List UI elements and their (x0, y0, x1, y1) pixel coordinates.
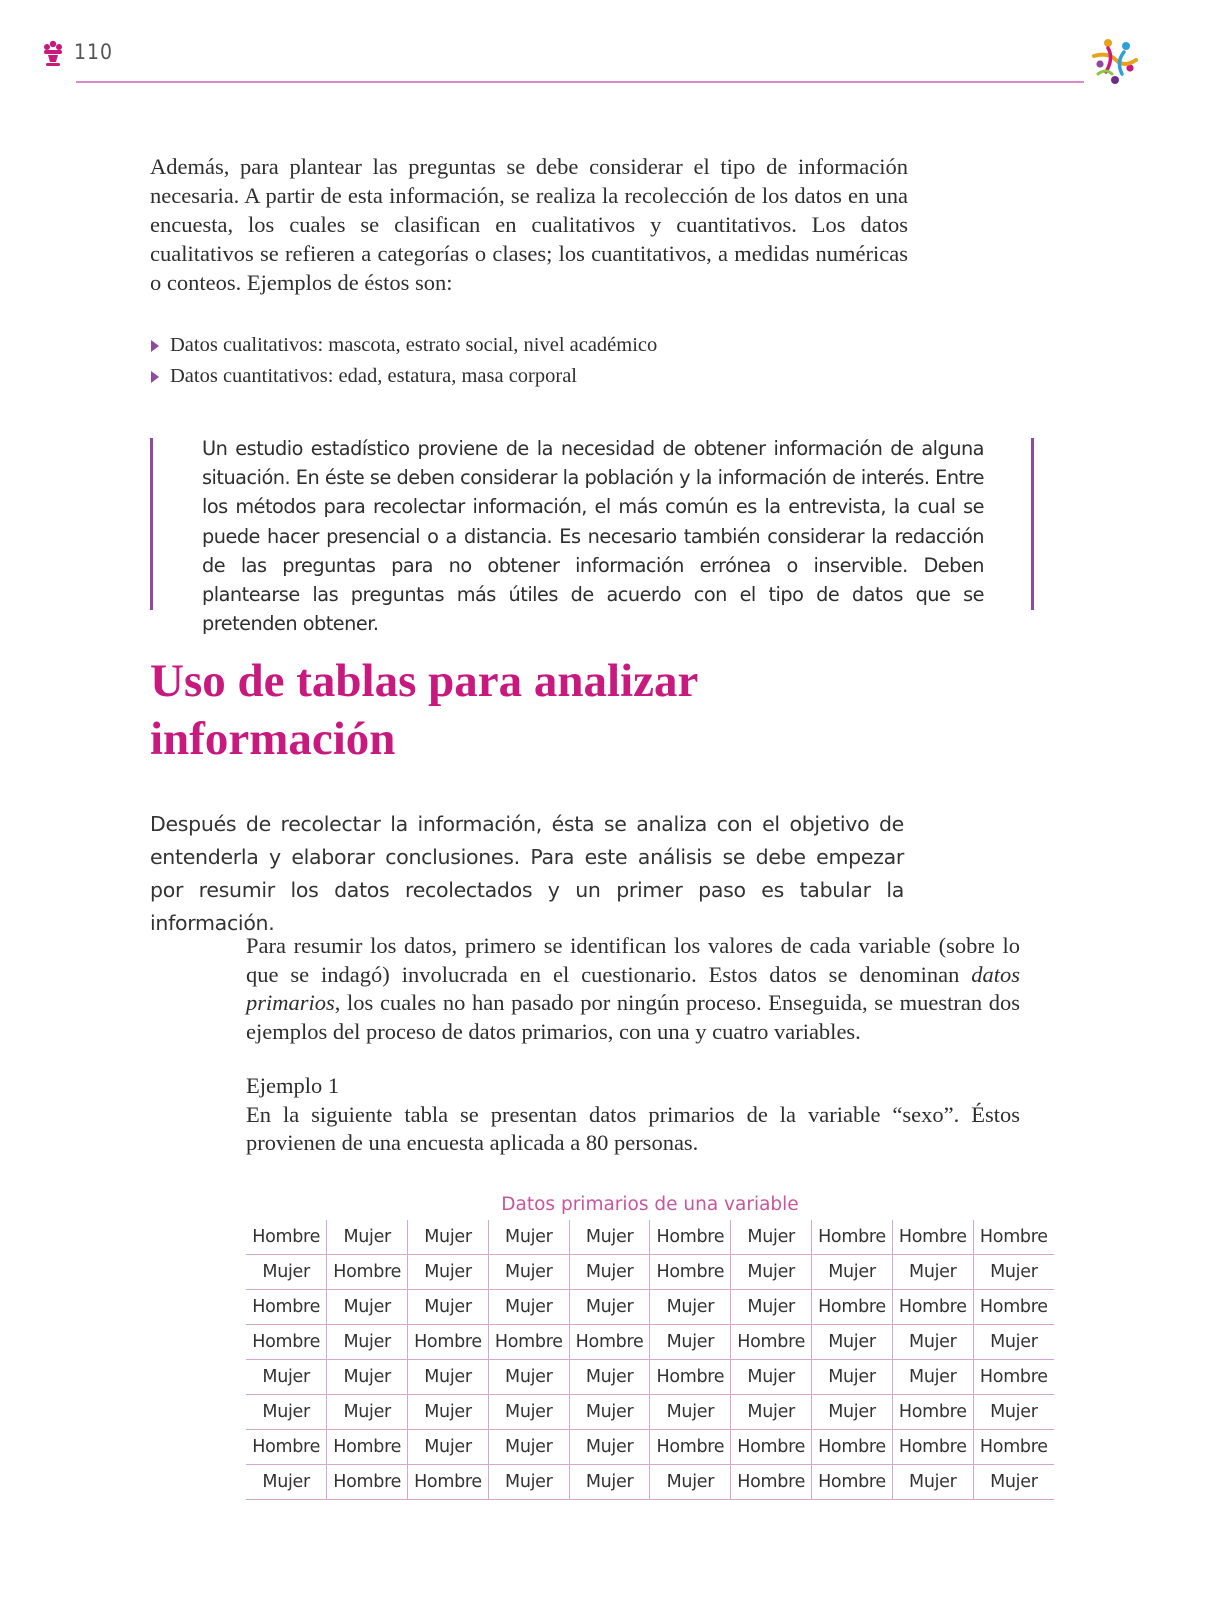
info-box-right-bar (1031, 438, 1034, 610)
triangle-bullet-icon (151, 371, 159, 383)
table-row (246, 1395, 1054, 1430)
info-box-text: Un estudio estadístico proviene de la necesidad de obtener información de alguna situación. En éste se deben considerar la población y la información de interés. Entre los métodos para recolectar información, el más común es la entrevista, la cual se puede hacer presencial o a distancia. Es necesario también considerar la redacción de las preguntas para no obtener información errónea o inservible. Deben plantearse las preguntas más útiles de acuerdo con el tipo de datos que se pretenden obtener. (202, 437, 984, 636)
table-cell: Mujer (327, 1290, 408, 1325)
table-cell: Mujer (246, 1360, 327, 1395)
summary-term-datos-primarios: datos primarios (246, 961, 1020, 1015)
data-type-bullet-list (150, 330, 657, 392)
table-cell: Mujer (408, 1220, 489, 1255)
intro-paragraph: Además, para plantear las preguntas se debe considerar el tipo de información necesaria. A partir de esta información, se realiza la recolección de los datos en una encuesta, los cuales se clasifican en cualitativos y cuantitativos. Los datos cualitativos se refieren a categorías o clases; los cuantitativos, a medidas numéricas o conteos. Ejemplos de éstos son: (150, 154, 908, 295)
table-cell: Mujer (569, 1430, 650, 1465)
table-cell: Mujer (408, 1290, 489, 1325)
summary-text-end: , los cuales no han pasado por ningún proceso. Enseguida, se muestran dos ejemplos del proceso de datos primarios, con una y cuatro variables. (246, 990, 1020, 1044)
table-cell: Mujer (488, 1360, 569, 1395)
table-cell: Hombre (327, 1465, 408, 1500)
triangle-bullet-icon (151, 340, 159, 352)
section-title-line-1: Uso de tablas para analizar (150, 655, 699, 707)
table-cell: Mujer (973, 1255, 1054, 1290)
table-cell: Hombre (246, 1430, 327, 1465)
table-cell: Hombre (973, 1220, 1054, 1255)
example-description: En la siguiente tabla se presentan datos primarios de la variable “sexo”. Éstos provienen de una encuesta aplicada a 80 personas. (246, 1101, 1020, 1155)
section-title (150, 652, 850, 768)
table-caption: Datos primarios de una variable (501, 1194, 799, 1215)
table-cell: Mujer (488, 1465, 569, 1500)
table-cell: Hombre (731, 1325, 812, 1360)
table-cell: Hombre (569, 1325, 650, 1360)
table-row (246, 1290, 1054, 1325)
table-cell: Mujer (812, 1360, 893, 1395)
table-cell: Hombre (650, 1220, 731, 1255)
table-cell: Mujer (408, 1430, 489, 1465)
table-cell: Hombre (488, 1325, 569, 1360)
table-cell: Mujer (327, 1325, 408, 1360)
table-cell: Mujer (569, 1290, 650, 1325)
table-cell: Mujer (650, 1395, 731, 1430)
table-cell: Mujer (812, 1325, 893, 1360)
table-cell: Mujer (892, 1465, 973, 1500)
table-cell: Mujer (488, 1290, 569, 1325)
table-cell: Mujer (569, 1395, 650, 1430)
table-cell: Mujer (650, 1290, 731, 1325)
table-cell: Hombre (650, 1430, 731, 1465)
table-cell: Hombre (246, 1325, 327, 1360)
table-cell: Mujer (246, 1255, 327, 1290)
table-cell: Mujer (569, 1360, 650, 1395)
table-cell: Mujer (408, 1395, 489, 1430)
list-item (150, 330, 657, 361)
list-item (150, 361, 657, 392)
table-cell: Mujer (246, 1465, 327, 1500)
table-cell: Mujer (408, 1255, 489, 1290)
table-cell: Hombre (650, 1255, 731, 1290)
table-cell: Mujer (731, 1220, 812, 1255)
table-cell: Hombre (892, 1430, 973, 1465)
bullet-text: Datos cualitativos: mascota, estrato social, nivel académico (170, 334, 658, 356)
table-cell: Hombre (812, 1430, 893, 1465)
info-box-left-bar (150, 438, 153, 610)
table-cell: Hombre (812, 1290, 893, 1325)
table-cell: Mujer (892, 1360, 973, 1395)
table-cell: Mujer (650, 1325, 731, 1360)
analysis-paragraph: Después de recolectar la información, ésta se analiza con el objetivo de entenderla y elaborar conclusiones. Para este análisis se debe empezar por resumir los datos recolectados y un primer paso es tabular la información. (150, 812, 904, 935)
table-cell: Hombre (246, 1220, 327, 1255)
summary-paragraph (246, 932, 1020, 1046)
table-cell: Hombre (650, 1360, 731, 1395)
table-cell: Mujer (488, 1430, 569, 1465)
info-box (150, 437, 1034, 636)
table-cell: Mujer (650, 1465, 731, 1500)
table-row (246, 1220, 1054, 1255)
table-cell: Mujer (731, 1255, 812, 1290)
table-cell: Mujer (973, 1395, 1054, 1430)
table-cell: Mujer (569, 1255, 650, 1290)
table-row (246, 1430, 1054, 1465)
table-cell: Mujer (973, 1325, 1054, 1360)
header-rule (76, 81, 1084, 83)
table-cell: Hombre (731, 1430, 812, 1465)
decorative-flower-icon (40, 38, 66, 68)
table-cell: Hombre (973, 1360, 1054, 1395)
table-row (246, 1255, 1054, 1290)
table-cell: Mujer (569, 1220, 650, 1255)
table-cell: Hombre (973, 1290, 1054, 1325)
table-cell: Hombre (246, 1290, 327, 1325)
table-cell: Hombre (812, 1465, 893, 1500)
example-title: Ejemplo 1 (246, 1073, 340, 1098)
table-row (246, 1360, 1054, 1395)
table-cell: Hombre (408, 1325, 489, 1360)
summary-text-start: Para resumir los datos, primero se identifican los valores de cada variable (sobre lo que se indagó) involucrada en el cuestionario. Estos datos se denominan (246, 933, 1020, 987)
table-cell: Mujer (569, 1465, 650, 1500)
bullet-text: Datos cuantitativos: edad, estatura, masa corporal (170, 365, 578, 387)
table-cell: Mujer (488, 1395, 569, 1430)
table-cell: Hombre (812, 1220, 893, 1255)
table-cell: Mujer (892, 1255, 973, 1290)
table-cell: Mujer (812, 1395, 893, 1430)
table-cell: Mujer (488, 1220, 569, 1255)
table-cell: Hombre (327, 1255, 408, 1290)
table-cell: Hombre (892, 1290, 973, 1325)
table-cell: Mujer (731, 1360, 812, 1395)
table-cell: Mujer (892, 1325, 973, 1360)
table-cell: Mujer (327, 1360, 408, 1395)
table-cell: Hombre (408, 1465, 489, 1500)
table-cell: Mujer (408, 1360, 489, 1395)
primary-data-table (246, 1220, 1054, 1500)
table-cell: Mujer (327, 1395, 408, 1430)
table-cell: Hombre (731, 1465, 812, 1500)
table-cell: Mujer (488, 1255, 569, 1290)
table-cell: Hombre (973, 1430, 1054, 1465)
table-cell: Hombre (327, 1430, 408, 1465)
table-cell: Mujer (973, 1465, 1054, 1500)
example-block (246, 1072, 1020, 1158)
table-cell: Mujer (327, 1220, 408, 1255)
page-number: 110 (74, 40, 114, 64)
table-cell: Mujer (731, 1395, 812, 1430)
table-cell: Hombre (892, 1395, 973, 1430)
table-row (246, 1325, 1054, 1360)
table-row (246, 1465, 1054, 1500)
colorful-people-logo-icon (1086, 34, 1144, 88)
table-cell: Hombre (892, 1220, 973, 1255)
section-title-line-2: información (150, 713, 396, 765)
table-body (246, 1220, 1054, 1500)
table-cell: Mujer (812, 1255, 893, 1290)
table-cell: Mujer (731, 1290, 812, 1325)
table-cell: Mujer (246, 1395, 327, 1430)
